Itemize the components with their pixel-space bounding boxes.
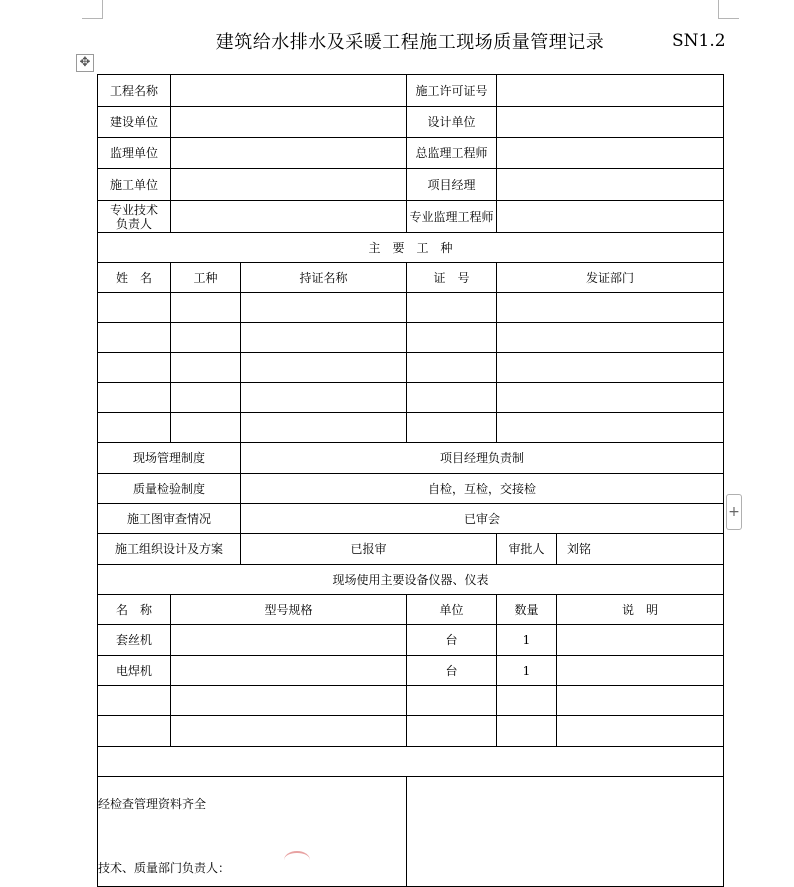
trade-cell[interactable] bbox=[98, 323, 171, 353]
constructor-label: 施工单位 bbox=[98, 169, 171, 201]
inspection-statement: 经检查管理资料齐全 bbox=[98, 797, 207, 811]
equipment-cell[interactable] bbox=[497, 686, 557, 716]
qc-system-label: 质量检验制度 bbox=[98, 474, 241, 504]
equipment-col-name: 名 称 bbox=[98, 595, 171, 625]
page-corner-mark-right bbox=[718, 0, 739, 19]
equipment-cell[interactable] bbox=[497, 716, 557, 747]
supervisor-value[interactable] bbox=[171, 138, 407, 169]
equipment-cell[interactable] bbox=[407, 716, 497, 747]
equipment-cell[interactable]: 台 bbox=[407, 625, 497, 656]
project-manager-value[interactable] bbox=[497, 169, 724, 201]
trade-cell[interactable] bbox=[497, 413, 724, 443]
red-stamp-mark bbox=[284, 851, 310, 869]
supervisor-opinion-cell[interactable] bbox=[407, 777, 724, 887]
equipment-cell[interactable]: 1 bbox=[497, 656, 557, 686]
trade-row bbox=[98, 323, 724, 353]
equipment-cell[interactable] bbox=[407, 686, 497, 716]
site-mgmt-label: 现场管理制度 bbox=[98, 443, 241, 474]
project-name-label: 工程名称 bbox=[98, 75, 171, 107]
trade-cell[interactable] bbox=[407, 323, 497, 353]
trade-cell[interactable] bbox=[171, 323, 241, 353]
equipment-cell[interactable]: 1 bbox=[497, 625, 557, 656]
equipment-heading: 现场使用主要设备仪器、仪表 bbox=[98, 565, 724, 595]
equipment-row bbox=[98, 625, 724, 656]
equipment-cell[interactable] bbox=[98, 716, 171, 747]
document-title: 建筑给水排水及采暖工程施工现场质量管理记录 bbox=[215, 32, 605, 53]
equipment-cell[interactable] bbox=[98, 686, 171, 716]
signer-label: 技术、质量部门负责人： bbox=[98, 861, 231, 875]
designer-label: 设计单位 bbox=[407, 107, 497, 138]
equipment-col-qty: 数量 bbox=[497, 595, 557, 625]
trade-col-cert-no: 证 号 bbox=[407, 263, 497, 293]
equipment-cell[interactable] bbox=[171, 656, 407, 686]
chief-supervisor-label: 总监理工程师 bbox=[407, 138, 497, 169]
equipment-cell[interactable] bbox=[171, 716, 407, 747]
equipment-cell[interactable]: 电焊机 bbox=[98, 656, 171, 686]
approver-label: 审批人 bbox=[497, 534, 557, 565]
trade-col-trade: 工种 bbox=[171, 263, 241, 293]
trade-col-name: 姓 名 bbox=[98, 263, 171, 293]
trade-cell[interactable] bbox=[171, 353, 241, 383]
project-manager-label: 项目经理 bbox=[407, 169, 497, 201]
project-name-value[interactable] bbox=[171, 75, 407, 107]
tech-lead-value[interactable] bbox=[171, 201, 407, 233]
table-move-handle-icon[interactable]: ✥ bbox=[76, 54, 94, 72]
trade-cell[interactable] bbox=[241, 323, 407, 353]
trade-cell[interactable] bbox=[241, 383, 407, 413]
tech-lead-label: 专业技术负责人 bbox=[98, 201, 171, 233]
trade-cell[interactable] bbox=[497, 353, 724, 383]
equipment-row bbox=[98, 716, 724, 747]
trade-cell[interactable] bbox=[241, 413, 407, 443]
qc-system-value[interactable]: 自检，互检，交接检 bbox=[241, 474, 724, 504]
trade-cell[interactable] bbox=[98, 353, 171, 383]
trade-cell[interactable] bbox=[407, 293, 497, 323]
org-design-value[interactable]: 已报审 bbox=[241, 534, 497, 565]
chief-supervisor-value[interactable] bbox=[497, 138, 724, 169]
trade-cell[interactable] bbox=[98, 293, 171, 323]
trade-cell[interactable] bbox=[241, 353, 407, 383]
trade-cell[interactable] bbox=[407, 413, 497, 443]
equipment-cell[interactable] bbox=[557, 656, 724, 686]
special-supervisor-value[interactable] bbox=[497, 201, 724, 233]
equipment-col-model: 型号规格 bbox=[171, 595, 407, 625]
equipment-cell[interactable] bbox=[171, 625, 407, 656]
trade-cell[interactable] bbox=[497, 323, 724, 353]
site-mgmt-value[interactable]: 项目经理负责制 bbox=[241, 443, 724, 474]
trade-cell[interactable] bbox=[98, 383, 171, 413]
equipment-cell[interactable]: 台 bbox=[407, 656, 497, 686]
blank-row bbox=[98, 747, 724, 777]
special-supervisor-label: 专业监理工程师 bbox=[407, 201, 497, 233]
main-trades-heading: 主 要 工 种 bbox=[98, 233, 724, 263]
trade-cell[interactable] bbox=[98, 413, 171, 443]
permit-no-value[interactable] bbox=[497, 75, 724, 107]
builder-value[interactable] bbox=[171, 107, 407, 138]
trade-cell[interactable] bbox=[407, 353, 497, 383]
trade-cell[interactable] bbox=[171, 383, 241, 413]
org-design-label: 施工组织设计及方案 bbox=[98, 534, 241, 565]
drawing-review-label: 施工图审查情况 bbox=[98, 504, 241, 534]
equipment-cell[interactable]: 套丝机 bbox=[98, 625, 171, 656]
equipment-cell[interactable] bbox=[557, 686, 724, 716]
trade-cell[interactable] bbox=[171, 293, 241, 323]
trade-row bbox=[98, 293, 724, 323]
trade-row bbox=[98, 353, 724, 383]
equipment-cell[interactable] bbox=[557, 625, 724, 656]
approver-value[interactable]: 刘铭 bbox=[557, 534, 724, 565]
designer-value[interactable] bbox=[497, 107, 724, 138]
constructor-value[interactable] bbox=[171, 169, 407, 201]
equipment-row bbox=[98, 656, 724, 686]
document-code: SN1.2 bbox=[672, 31, 726, 51]
equipment-col-note: 说 明 bbox=[557, 595, 724, 625]
trade-cell[interactable] bbox=[497, 383, 724, 413]
trade-cell[interactable] bbox=[171, 413, 241, 443]
permit-no-label: 施工许可证号 bbox=[407, 75, 497, 107]
trade-cell[interactable] bbox=[407, 383, 497, 413]
supervisor-label: 监理单位 bbox=[98, 138, 171, 169]
trade-cell[interactable] bbox=[497, 293, 724, 323]
trade-cell[interactable] bbox=[241, 293, 407, 323]
trade-row bbox=[98, 383, 724, 413]
quality-management-table bbox=[97, 74, 724, 887]
add-column-button[interactable]: + bbox=[726, 494, 742, 530]
trade-row bbox=[98, 413, 724, 443]
page-corner-mark-left bbox=[82, 0, 103, 19]
inspection-conclusion-cell[interactable] bbox=[98, 777, 407, 887]
trade-col-issuer: 发证部门 bbox=[497, 263, 724, 293]
trade-col-certificate: 持证名称 bbox=[241, 263, 407, 293]
equipment-cell[interactable] bbox=[171, 686, 407, 716]
equipment-col-unit: 单位 bbox=[407, 595, 497, 625]
drawing-review-value[interactable]: 已审会 bbox=[241, 504, 724, 534]
builder-label: 建设单位 bbox=[98, 107, 171, 138]
equipment-cell[interactable] bbox=[557, 716, 724, 747]
equipment-row bbox=[98, 686, 724, 716]
